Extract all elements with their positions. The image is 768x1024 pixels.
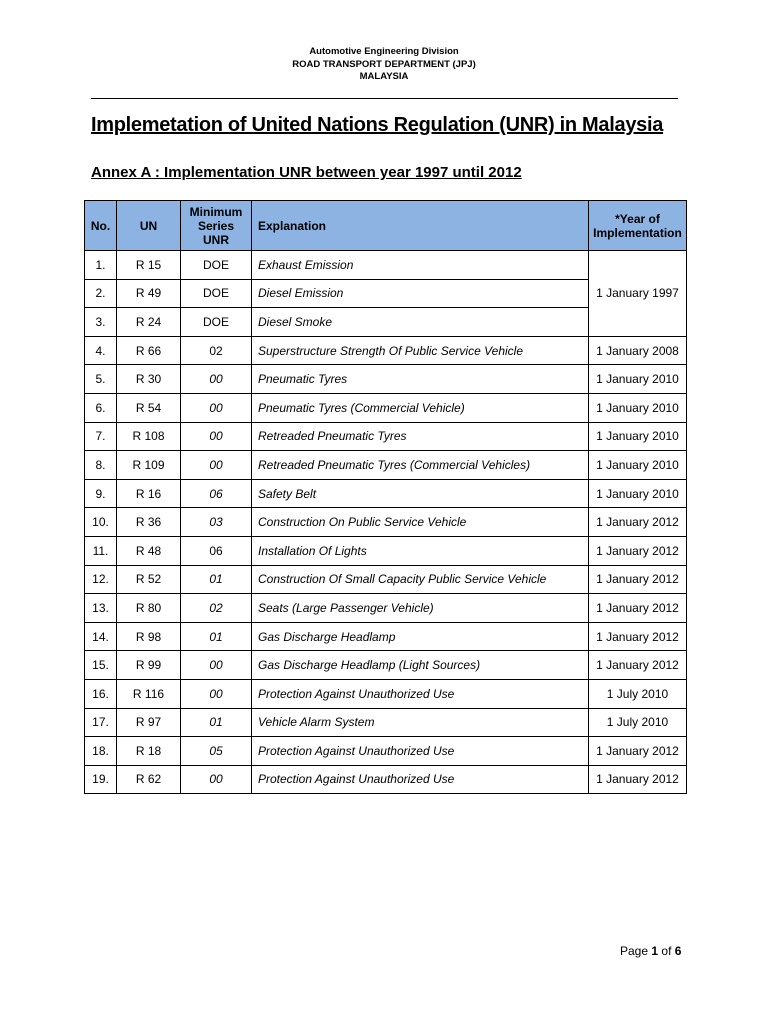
table-row — [85, 393, 687, 422]
row-number: 6. — [85, 393, 117, 422]
row-year: 1 January 2010 — [589, 365, 687, 394]
table-row — [85, 508, 687, 537]
row-year: 1 January 2012 — [589, 622, 687, 651]
row-year: 1 January 2010 — [589, 479, 687, 508]
row-un-code: R 80 — [117, 594, 181, 623]
table-body — [85, 251, 687, 794]
row-year: 1 January 2008 — [589, 336, 687, 365]
row-year: 1 January 2012 — [589, 651, 687, 680]
table-row — [85, 651, 687, 680]
table-row — [85, 536, 687, 565]
header-explanation: Explanation — [252, 201, 589, 251]
row-explanation: Retreaded Pneumatic Tyres (Commercial Vehicles) — [252, 451, 589, 480]
row-explanation: Diesel Smoke — [252, 308, 589, 337]
row-series: DOE — [181, 251, 252, 280]
row-number: 16. — [85, 679, 117, 708]
row-series: 06 — [181, 536, 252, 565]
row-series: 00 — [181, 451, 252, 480]
table-row — [85, 737, 687, 766]
row-number: 9. — [85, 479, 117, 508]
row-number: 10. — [85, 508, 117, 537]
table-row — [85, 336, 687, 365]
row-year: 1 January 2012 — [589, 594, 687, 623]
table-row — [85, 422, 687, 451]
row-series: 01 — [181, 565, 252, 594]
header-year: *Year of Implementation — [589, 201, 687, 251]
row-explanation: Safety Belt — [252, 479, 589, 508]
row-series: 05 — [181, 737, 252, 766]
row-un-code: R 54 — [117, 393, 181, 422]
row-explanation: Protection Against Unauthorized Use — [252, 679, 589, 708]
unr-table — [84, 200, 687, 794]
row-un-code: R 24 — [117, 308, 181, 337]
row-year: 1 January 2012 — [589, 508, 687, 537]
row-year: 1 July 2010 — [589, 708, 687, 737]
row-un-code: R 16 — [117, 479, 181, 508]
row-year: 1 January 2010 — [589, 422, 687, 451]
page-of: of — [661, 944, 672, 958]
row-explanation: Installation Of Lights — [252, 536, 589, 565]
row-year: 1 January 2012 — [589, 565, 687, 594]
table-row — [85, 594, 687, 623]
row-number: 19. — [85, 765, 117, 794]
row-year: 1 July 2010 — [589, 679, 687, 708]
row-un-code: R 49 — [117, 279, 181, 308]
row-number: 17. — [85, 708, 117, 737]
row-explanation: Construction On Public Service Vehicle — [252, 508, 589, 537]
table-row — [85, 679, 687, 708]
row-explanation: Diesel Emission — [252, 279, 589, 308]
header-no: No. — [85, 201, 117, 251]
row-un-code: R 66 — [117, 336, 181, 365]
row-series: 02 — [181, 594, 252, 623]
row-explanation: Gas Discharge Headlamp (Light Sources) — [252, 651, 589, 680]
row-year: 1 January 2012 — [589, 737, 687, 766]
row-explanation: Exhaust Emission — [252, 251, 589, 280]
row-number: 8. — [85, 451, 117, 480]
row-series: DOE — [181, 308, 252, 337]
row-un-code: R 36 — [117, 508, 181, 537]
row-number: 11. — [85, 536, 117, 565]
row-number: 14. — [85, 622, 117, 651]
row-explanation: Gas Discharge Headlamp — [252, 622, 589, 651]
page-current: 1 — [651, 944, 659, 958]
page-prefix: Page — [620, 944, 649, 958]
row-un-code: R 98 — [117, 622, 181, 651]
annex-heading: Annex A : Implementation UNR between year 1997 until 2012 — [91, 164, 522, 181]
row-un-code: R 30 — [117, 365, 181, 394]
row-un-code: R 18 — [117, 737, 181, 766]
row-explanation: Pneumatic Tyres — [252, 365, 589, 394]
row-un-code: R 116 — [117, 679, 181, 708]
table-row — [85, 765, 687, 794]
row-number: 5. — [85, 365, 117, 394]
header-divider — [91, 98, 678, 99]
table-row — [85, 622, 687, 651]
row-series: DOE — [181, 279, 252, 308]
table-row — [85, 479, 687, 508]
row-number: 1. — [85, 251, 117, 280]
table-header-row — [85, 201, 687, 251]
table-row — [85, 251, 687, 280]
row-explanation: Vehicle Alarm System — [252, 708, 589, 737]
division-name: Automotive Engineering Division — [309, 46, 459, 57]
row-number: 12. — [85, 565, 117, 594]
row-un-code: R 15 — [117, 251, 181, 280]
row-explanation: Superstructure Strength Of Public Service Vehicle — [252, 336, 589, 365]
row-un-code: R 48 — [117, 536, 181, 565]
department-name: ROAD TRANSPORT DEPARTMENT (JPJ) — [292, 58, 476, 70]
page-number — [620, 944, 681, 958]
row-year: 1 January 2010 — [589, 451, 687, 480]
row-explanation: Seats (Large Passenger Vehicle) — [252, 594, 589, 623]
document-header — [0, 46, 768, 84]
row-explanation: Retreaded Pneumatic Tyres — [252, 422, 589, 451]
table-row — [85, 365, 687, 394]
row-year: 1 January 2010 — [589, 393, 687, 422]
row-number: 2. — [85, 279, 117, 308]
page-total: 6 — [674, 944, 682, 958]
row-number: 15. — [85, 651, 117, 680]
row-explanation: Protection Against Unauthorized Use — [252, 737, 589, 766]
table-row — [85, 451, 687, 480]
row-un-code: R 97 — [117, 708, 181, 737]
row-number: 3. — [85, 308, 117, 337]
table-row — [85, 565, 687, 594]
row-number: 13. — [85, 594, 117, 623]
row-number: 18. — [85, 737, 117, 766]
row-year: 1 January 2012 — [589, 536, 687, 565]
row-un-code: R 52 — [117, 565, 181, 594]
row-series: 01 — [181, 708, 252, 737]
row-series: 00 — [181, 765, 252, 794]
row-series: 00 — [181, 679, 252, 708]
row-year-merged: 1 January 1997 — [589, 251, 687, 337]
row-series: 00 — [181, 365, 252, 394]
row-year: 1 January 2012 — [589, 765, 687, 794]
header-series: Minimum Series UNR — [181, 201, 252, 251]
page-title: Implemetation of United Nations Regulation (UNR) in Malaysia — [91, 114, 664, 136]
row-un-code: R 108 — [117, 422, 181, 451]
header-un: UN — [117, 201, 181, 251]
row-un-code: R 109 — [117, 451, 181, 480]
row-explanation: Pneumatic Tyres (Commercial Vehicle) — [252, 393, 589, 422]
row-series: 00 — [181, 422, 252, 451]
row-series: 01 — [181, 622, 252, 651]
country-name: MALAYSIA — [359, 71, 409, 82]
row-series: 03 — [181, 508, 252, 537]
table-row — [85, 708, 687, 737]
row-un-code: R 99 — [117, 651, 181, 680]
row-explanation: Construction Of Small Capacity Public Service Vehicle — [252, 565, 589, 594]
row-series: 00 — [181, 393, 252, 422]
row-number: 4. — [85, 336, 117, 365]
row-un-code: R 62 — [117, 765, 181, 794]
row-explanation: Protection Against Unauthorized Use — [252, 765, 589, 794]
row-series: 06 — [181, 479, 252, 508]
row-series: 02 — [181, 336, 252, 365]
row-series: 00 — [181, 651, 252, 680]
row-number: 7. — [85, 422, 117, 451]
